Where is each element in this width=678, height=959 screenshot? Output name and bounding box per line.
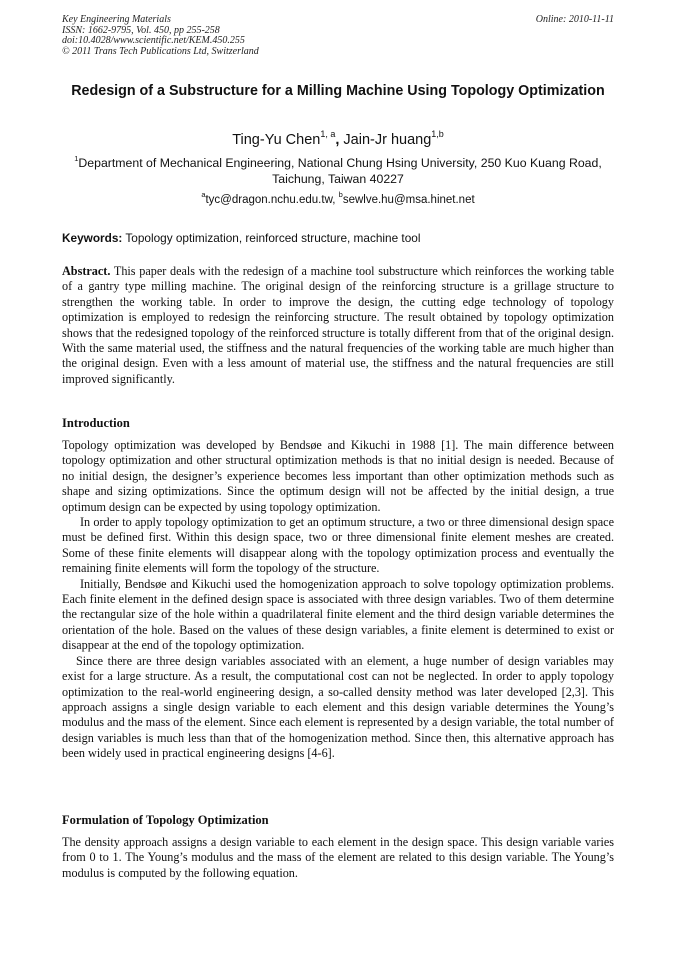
email-mark: b <box>338 190 343 200</box>
email-address: tyc@dragon.nchu.edu.tw, <box>205 194 339 206</box>
affiliation-mark: 1 <box>74 153 79 163</box>
author-name: Ting-Yu Chen <box>232 132 321 148</box>
paragraph: Since there are three design variables associated with an element, a huge number of design variables may exist for a large structure. As a result, the computational cost can not be neglected. In order to apply topology optimization to the real-world engineering design, a so-called density method was later developed [2,3]. This approach assigns a single design variable to each element and this design variable determines the Young’s modulus and the mass of the element. Since each element is represented by a design variable, the total number of design variables is much less than that of the homogenization method. Since then, this alternative approach has been widely used in practical engineering designs [4-6]. <box>62 653 614 761</box>
author-name: Jain-Jr huang <box>343 132 432 148</box>
section-heading-introduction: Introduction <box>62 416 130 430</box>
keywords <box>62 231 614 245</box>
email-mark: a <box>201 190 206 200</box>
paragraph: Topology optimization was developed by Bendsøe and Kikuchi in 1988 [1]. The main difference between topology optimization and other structural optimization methods is that no initial design is needed. Because of no initial design, the designer’s experience becomes less important than other optimization methods such as shape and sizing optimizations. Since the optimum design will not be affected by the initial design, a true optimum design can be expected by using topology optimization. <box>62 438 614 514</box>
formulation-section <box>62 835 614 881</box>
affiliation <box>62 153 614 187</box>
abstract <box>62 264 614 387</box>
paper-title: Redesign of a Substructure for a Milling Machine Using Topology Optimization <box>71 83 605 99</box>
journal-name: Key Engineering Materials <box>62 14 171 25</box>
abstract-text: This paper deals with the redesign of a machine tool substructure which reinforces the working table of a gantry type milling machine. The original design of the reinforcing structure is a grillage structure to strengthen the working table. In order to improve the design, the cutting edge technology of topology optimization is employed to redesign the reinforcing structure. The result obtained by topology optimization shows that the redesigned topology of the reinforced structure is totally different from that of the original design. With the same material used, the stiffness and the natural frequencies of the working table are much higher than the original design. Even with a less amount of material use, the stiffness and the natural frequencies are still improved significantly. <box>62 264 614 386</box>
author-line <box>62 130 614 150</box>
keywords-label: Keywords: <box>62 231 123 245</box>
email-line <box>62 190 614 208</box>
doi-line: doi:10.4028/www.scientific.net/KEM.450.255 <box>62 35 245 47</box>
author-separator: , <box>335 132 344 148</box>
keywords-text: Topology optimization, reinforced structure, machine tool <box>122 231 421 245</box>
introduction-section <box>62 438 614 762</box>
author-affiliation-mark: 1,b <box>431 129 444 140</box>
issn-line: ISSN: 1662-9795, Vol. 450, pp 255-258 <box>62 24 220 36</box>
section-heading-formulation: Formulation of Topology Optimization <box>62 813 269 827</box>
abstract-label: Abstract. <box>62 264 111 278</box>
email-address: sewlve.hu@msa.hinet.net <box>342 194 475 206</box>
journal-header <box>62 15 614 57</box>
online-date: Online: 2010-11-11 <box>535 14 614 25</box>
paragraph: Initially, Bendsøe and Kikuchi used the homogenization approach to solve topology optimization problems. Each finite element in the defined design space is associated with three design variables. Two of them determine the rectangular size of the hole within a quadrilateral finite element and the third design variable determines the orientation of the hole. Based on the values of these design variables, a finite element is determined to exist or disappear at the end of the topology optimization. <box>62 576 614 653</box>
paragraph: The density approach assigns a design variable to each element in the design space. This design variable varies from 0 to 1. The Young’s modulus and the mass of the element are related to this design variable. The Young’s modulus is computed by the following equation. <box>62 835 614 880</box>
affiliation-text: Department of Mechanical Engineering, National Chung Hsing University, 250 Kuo Kuang Road, Taichung, Taiwan 40227 <box>78 156 602 186</box>
paragraph: In order to apply topology optimization to get an optimum structure, a two or three dimensional design space must be defined first. Within this design space, two or three dimensional finite element meshes are created. Some of these finite elements will disappear along with the topology optimization process and eventually the remaining finite elements will form the topology of the structure. <box>62 515 614 576</box>
author-affiliation-mark: 1, a <box>320 129 336 140</box>
copyright-line: © 2011 Trans Tech Publications Ltd, Switzerland <box>62 45 259 57</box>
